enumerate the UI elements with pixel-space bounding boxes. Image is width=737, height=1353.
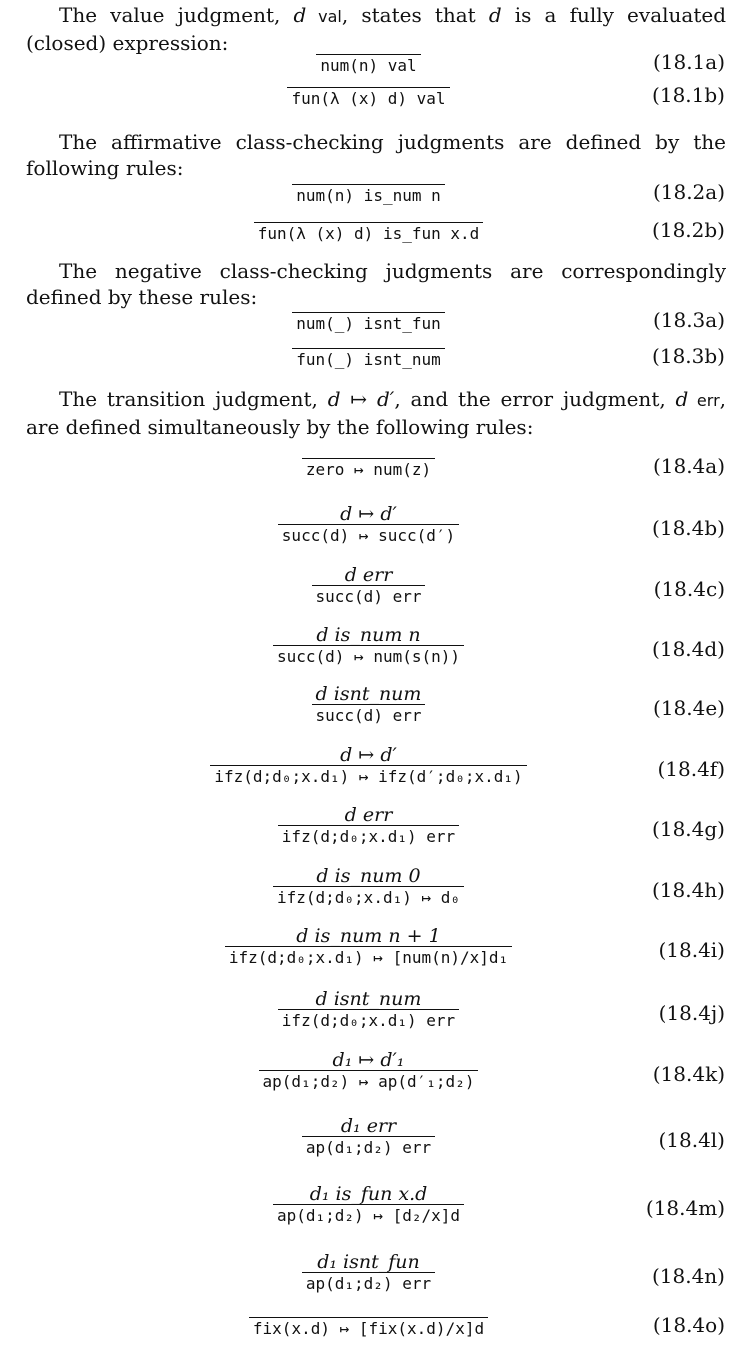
- rule-premise: d ↦ d′: [340, 503, 397, 525]
- rule-fraction: [302, 454, 435, 481]
- rule-conclusion: ap(d₁;d₂) err: [305, 1138, 432, 1157]
- equation-number: (18.4i): [658, 938, 725, 962]
- rule-18.4f: [0, 745, 737, 788]
- rule-fraction: [302, 1252, 435, 1295]
- rule-conclusion: ifz(d;d₀;x.d₁) ↦ ifz(d′;d₀;x.d₁): [214, 767, 523, 786]
- equation-number: (18.4f): [657, 757, 725, 781]
- rule-bar: [254, 222, 484, 223]
- equation-number: (18.4h): [651, 878, 725, 902]
- rule-18.4n: [0, 1252, 737, 1295]
- rule-fraction: [273, 625, 464, 668]
- equation-number: (18.4j): [658, 1001, 725, 1025]
- rule-conclusion: num(_) isnt_fun: [296, 314, 441, 333]
- equation-number: (18.4n): [651, 1264, 725, 1288]
- rule-bar: [292, 184, 445, 185]
- rule-bar: [249, 1317, 488, 1318]
- rule-premise: d isnt_num: [315, 683, 422, 705]
- rule-18.2a: [0, 180, 737, 207]
- rule-conclusion: succ(d) ↦ num(s(n)): [276, 647, 461, 666]
- rule-conclusion: fix(x.d) ↦ [fix(x.d)/x]d: [252, 1319, 485, 1338]
- rule-premise: d₁ isnt_fun: [317, 1251, 420, 1273]
- equation-number: (18.4k): [652, 1062, 725, 1086]
- equation-number: (18.3b): [652, 344, 725, 368]
- rule-fraction: [273, 1184, 464, 1227]
- rule-premise: d isnt_num: [315, 988, 422, 1010]
- equation-number: (18.4b): [652, 516, 725, 540]
- rule-fraction: [312, 565, 426, 608]
- equation-number: (18.1a): [652, 50, 725, 74]
- rule-premise: d is_num n + 1: [296, 925, 441, 947]
- rule-18.4j: [0, 989, 737, 1032]
- rule-18.4a: [0, 454, 737, 481]
- rule-bar: [273, 886, 464, 887]
- rule-bar: [278, 524, 459, 525]
- rule-bar: [292, 348, 445, 349]
- paragraph-value-judgment: The value judgment, d val, states that d is a fully evaluated (closed) expression:: [26, 3, 726, 55]
- equation-number: (18.2a): [652, 180, 725, 204]
- rule-18.4d: [0, 625, 737, 668]
- rule-conclusion: succ(d) err: [315, 706, 422, 725]
- rule-conclusion: ifz(d;d₀;x.d₁) err: [281, 827, 456, 846]
- rule-fraction: [225, 926, 512, 969]
- equation-number: (18.4e): [653, 696, 725, 720]
- rule-premise: d is_num n: [316, 624, 421, 646]
- rule-bar: [273, 645, 464, 646]
- rule-premise: d err: [344, 804, 393, 826]
- rule-18.1b: [0, 83, 737, 110]
- rule-conclusion: fun(_) isnt_num: [296, 350, 441, 369]
- rule-conclusion: ifz(d;d₀;x.d₁) err: [281, 1011, 456, 1030]
- rule-fraction: [210, 745, 526, 788]
- rule-bar: [312, 704, 426, 705]
- equation-number: (18.4m): [645, 1196, 725, 1220]
- rule-bar: [287, 87, 449, 88]
- paragraph-transition-judgment: The transition judgment, d ↦ d′, and the error judgment, d err, are defined simultaneously by the following rules:: [26, 387, 727, 439]
- rule-fraction: [249, 1313, 488, 1340]
- equation-number: (18.4d): [652, 637, 725, 661]
- rule-fraction: [312, 684, 426, 727]
- rule-bar: [210, 765, 526, 766]
- rule-premise: d err: [344, 564, 393, 586]
- rule-conclusion: num(n) is_num n: [296, 186, 441, 205]
- rule-conclusion: ifz(d;d₀;x.d₁) ↦ [num(n)/x]d₁: [228, 948, 509, 967]
- rule-fraction: [278, 805, 459, 848]
- rule-conclusion: ap(d₁;d₂) ↦ ap(d′₁;d₂): [262, 1072, 475, 1091]
- rule-bar: [273, 1204, 464, 1205]
- rule-18.4l: [0, 1116, 737, 1159]
- rule-18.2b: [0, 218, 737, 245]
- equation-number: (18.4a): [652, 454, 725, 478]
- rule-conclusion: ap(d₁;d₂) ↦ [d₂/x]d: [276, 1206, 461, 1225]
- rule-bar: [302, 1136, 435, 1137]
- rule-18.4g: [0, 805, 737, 848]
- rule-bar: [302, 458, 435, 459]
- rule-18.4c: [0, 565, 737, 608]
- rule-18.4e: [0, 684, 737, 727]
- rule-fraction: [278, 989, 459, 1032]
- rule-premise: d₁ err: [340, 1115, 397, 1137]
- rule-fraction: [287, 83, 449, 110]
- rule-premise: d₁ is_fun x.d: [309, 1183, 428, 1205]
- rule-fraction: [273, 866, 464, 909]
- rule-fraction: [254, 218, 484, 245]
- rule-18.4k: [0, 1050, 737, 1093]
- equation-number: (18.4l): [658, 1128, 725, 1152]
- paragraph-affirmative-class-checking: The affirmative class-checking judgments are defined by the following rules:: [26, 130, 726, 180]
- rule-conclusion: fun(λ (x) d) is_fun x.d: [257, 224, 480, 243]
- rule-18.4m: [0, 1184, 737, 1227]
- rule-premise: d is_num 0: [316, 865, 421, 887]
- rule-fraction: [302, 1116, 435, 1159]
- rule-conclusion: succ(d) ↦ succ(d′): [281, 526, 456, 545]
- rule-fraction: [259, 1050, 479, 1093]
- paragraph-negative-class-checking: The negative class-checking judgments are correspondingly defined by these rules:: [26, 259, 726, 309]
- rule-conclusion: ifz(d;d₀;x.d₁) ↦ d₀: [276, 888, 461, 907]
- rule-fraction: [278, 504, 459, 547]
- rule-bar: [278, 825, 459, 826]
- rule-bar: [312, 585, 426, 586]
- rule-18.3a: [0, 308, 737, 335]
- rule-fraction: [292, 308, 445, 335]
- rule-conclusion: fun(λ (x) d) val: [291, 89, 446, 108]
- rule-fraction: [292, 344, 445, 371]
- rule-18.4i: [0, 926, 737, 969]
- rule-bar: [225, 946, 512, 947]
- rule-18.4h: [0, 866, 737, 909]
- equation-number: (18.2b): [652, 218, 725, 242]
- equation-number: (18.4c): [653, 577, 725, 601]
- rule-bar: [278, 1009, 459, 1010]
- rule-bar: [302, 1272, 435, 1273]
- equation-number: (18.3a): [652, 308, 725, 332]
- rule-bar: [259, 1070, 479, 1071]
- rule-18.4o: [0, 1313, 737, 1340]
- equation-number: (18.4g): [652, 817, 725, 841]
- rule-premise: d₁ ↦ d′₁: [332, 1049, 405, 1071]
- rule-conclusion: ap(d₁;d₂) err: [305, 1274, 432, 1293]
- rule-18.3b: [0, 344, 737, 371]
- rule-bar: [292, 312, 445, 313]
- equation-number: (18.4o): [652, 1313, 725, 1337]
- rule-premise: d ↦ d′: [340, 744, 397, 766]
- rule-conclusion: num(n) val: [320, 56, 417, 75]
- rule-conclusion: succ(d) err: [315, 587, 422, 606]
- equation-number: (18.1b): [652, 83, 725, 107]
- rule-conclusion: zero ↦ num(z): [305, 460, 432, 479]
- rule-18.4b: [0, 504, 737, 547]
- rule-fraction: [292, 180, 445, 207]
